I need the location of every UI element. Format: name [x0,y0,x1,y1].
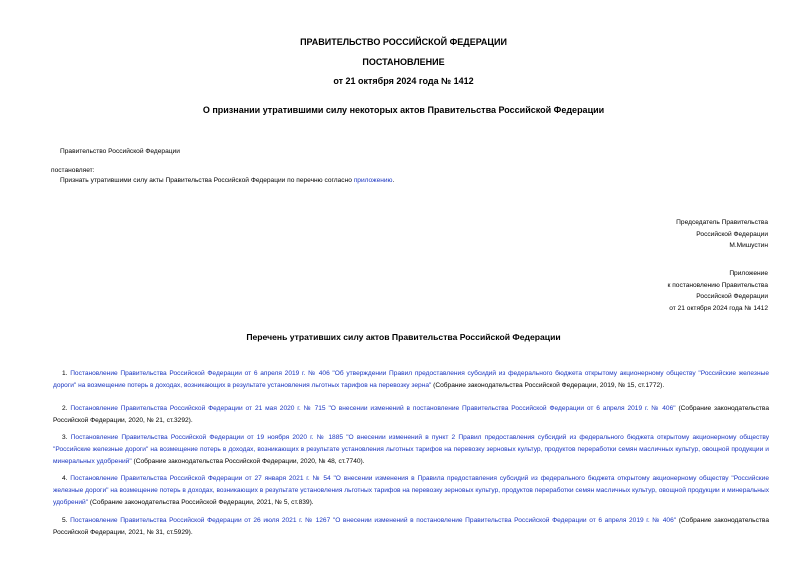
item-number: 4. [62,475,71,482]
item-source: (Собрание законодательства Российской Федерации, 2019, № 15, ст.1772). [431,382,665,389]
item-number: 2. [62,405,71,412]
list-item [53,473,769,509]
item-number: 1. [62,370,71,377]
signature-name: М.Мишустин [729,242,768,249]
list-item [53,403,769,427]
appendix-link[interactable]: приложению [353,177,393,184]
resolution-paragraph [60,177,394,185]
resolution-text: Признать утратившими силу акты Правительства Российской Федерации по перечню согласно [60,177,354,184]
item-number: 5. [62,517,71,524]
government-heading: ПРАВИТЕЛЬСТВО РОССИЙСКОЙ ФЕДЕРАЦИИ [300,37,507,47]
list-item [53,432,769,468]
item-source: (Собрание законодательства Российской Федерации, 2021, № 31, ст.5929). [53,517,769,536]
resolution-end: . [392,177,395,184]
document-title: О признании утратившими силу некоторых актов Правительства Российской Федерации [202,105,605,115]
item-link[interactable]: Постановление Правительства Российской Федерации от 21 мая 2020 г. № 715 "О внесении изменений в постановление Правительства Российской Федерации от 6 апреля 2019 г. № 406" [70,405,676,412]
list-item [53,515,769,539]
item-source: (Собрание законодательства Российской Федерации, 2020, № 21, ст.3292). [53,405,769,424]
signature-block [676,217,768,252]
appendix-block [668,268,769,314]
item-number: 3. [62,434,71,441]
item-source: (Собрание законодательства Российской Федерации, 2021, № 5, ст.839). [88,499,314,506]
appendix-ref: к постановлению Правительства [667,281,768,289]
appendix-date: от 21 октября 2024 года № 1412 [669,304,768,312]
appendix-label: Приложение [729,270,768,277]
item-link[interactable]: Постановление Правительства Российской Федерации от 27 января 2021 г. № 54 "О внесении изменения в Правила предоставления субсидий из федерального бюджета открытому акционерному обществу "Российские железные дороги" на возмещение потерь в доходах, возникающих в результате установления льготных тарифов на перевозку зерновых культур, продуктов переработки семян масличных культур, овощной продукции и минеральных удобрений" [53,475,769,506]
item-source: (Собрание законодательства Российской Федерации, 2020, № 48, ст.7740). [131,458,365,465]
signature-org: Российской Федерации [696,230,768,238]
document-type: ПОСТАНОВЛЕНИЕ [362,57,445,67]
appendix-title: Перечень утративших силу актов Правительства Российской Федерации [246,332,561,342]
signature-position: Председатель Правительства [676,219,768,226]
item-link[interactable]: Постановление Правительства Российской Федерации от 6 апреля 2019 г. № 406 "Об утверждении Правил предоставления субсидий из федерального бюджета открытому акционерному обществу "Российские железные дороги" на возмещение потерь в доходах, возникающих в результате установления льготных тарифов на перевозку зерна" [53,370,769,389]
item-link[interactable]: Постановление Правительства Российской Федерации от 19 ноября 2020 г. № 1885 "О внесении изменений в пункт 2 Правил предоставления субсидий из федерального бюджета открытому акционерному обществу "Российские железные дороги" на возмещение потерь в доходах, возникающих в результате установления льготных тарифов на перевозку зерновых культур, продуктов переработки семян масличных культур, овощной продукции и минеральных удобрений" [53,434,769,465]
decides-text: постановляет: [51,167,95,174]
subject-text: Правительство Российской Федерации [60,148,180,155]
list-item [53,368,769,392]
appendix-org: Российской Федерации [696,293,768,300]
document-date-number: от 21 октября 2024 года № 1412 [333,76,474,86]
item-link[interactable]: Постановление Правительства Российской Федерации от 26 июля 2021 г. № 1267 "О внесении изменений в постановление Правительства Российской Федерации от 6 апреля 2019 г. № 406" [70,517,677,524]
